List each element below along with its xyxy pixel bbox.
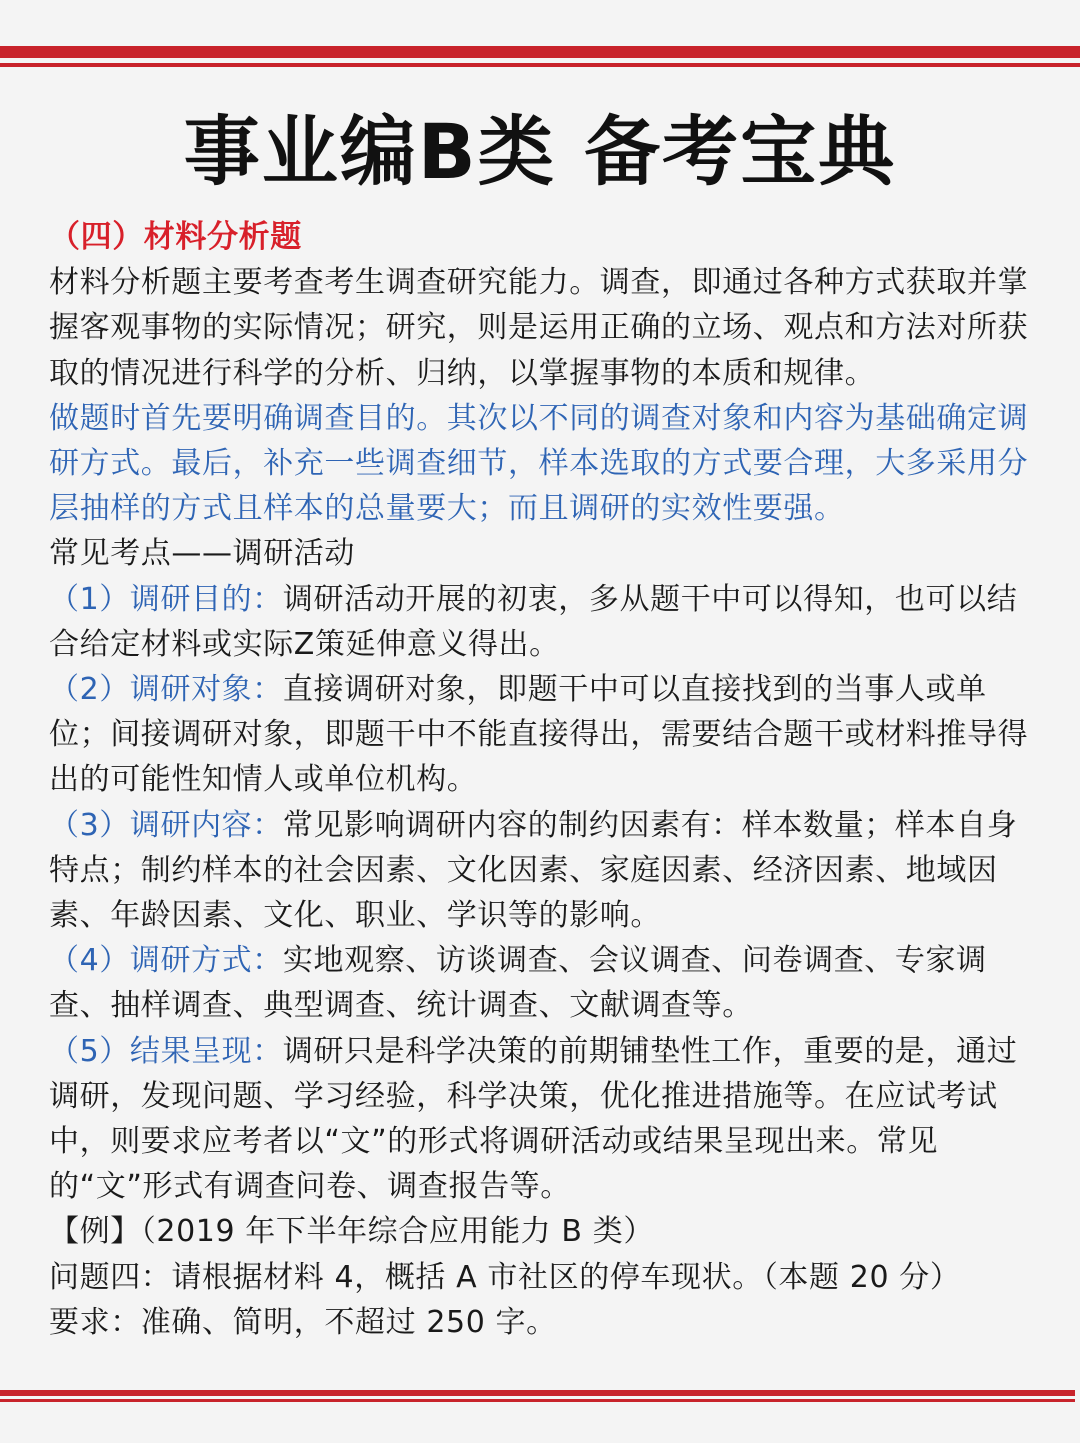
intro-paragraph: 材料分析题主要考查考生调查研究能力。调查，即通过各种方式获取并掌握客观事物的实际情况；研究，则是运用正确的立场、观点和方法对所获取的情况进行科学的分析、归纳，以掌握事物的本质和规律。	[49, 265, 1029, 391]
point-text: 常见影响调研内容的制约因素有：样本数量；样本自身特点；制约样本的社会因素、文化因素、家庭因素、经济因素、地域因素、年龄因素、文化、职业、学识等的影响。	[49, 807, 1018, 934]
question-text: 问题四：请根据材料 4，概括 A 市社区的停车现状。（本题 20 分）	[49, 1259, 961, 1295]
point-text: 实地观察、访谈调查、会议调查、问卷调查、专家调查、抽样调查、典型调查、统计调查、文献调查等。	[49, 943, 987, 1024]
point-item	[49, 803, 1034, 939]
point-label: （4）调研方式：	[49, 943, 283, 979]
point-text: 直接调研对象，即题干中可以直接找到的当事人或单位；间接调研对象，即题干中不能直接得出，需要结合题干或材料推导得出的可能性知情人或单位机构。	[49, 672, 1029, 798]
tip-paragraph: 做题时首先要明确调查目的。其次以不同的调查对象和内容为基础确定调研方式。最后，补充一些调查细节，样本选取的方式要合理，大多采用分层抽样的方式且样本的总量要大；而且调研的实效性要强。	[49, 400, 1029, 527]
common-points-heading: 常见考点——调研活动	[49, 536, 355, 572]
point-label: （3）调研内容：	[49, 807, 283, 843]
bottom-red-rule-thin	[0, 1399, 1075, 1402]
section-heading: （四）材料分析题	[49, 219, 302, 255]
requirement-text: 要求：准确、简明，不超过 250 字。	[49, 1304, 557, 1340]
top-red-rule-thin	[0, 63, 1080, 67]
page-title: 事业编B类 备考宝典	[183, 107, 897, 196]
point-text: 调研活动开展的初衷，多从题干中可以得知，也可以结合给定材料或实际Z策延伸意义得出。	[49, 581, 1018, 662]
point-label: （2）调研对象：	[49, 672, 283, 708]
point-item	[49, 577, 1034, 667]
point-item	[49, 938, 1034, 1028]
point-item	[49, 1029, 1034, 1210]
bottom-red-rule	[0, 1390, 1075, 1396]
point-label: （1）调研目的：	[49, 581, 283, 617]
point-item	[49, 667, 1034, 803]
point-text: 调研只是科学决策的前期铺垫性工作，重要的是，通过调研，发现问题、学习经验，科学决策，优化推进措施等。在应试考试中，则要求应考者以“文”的形式将调研活动或结果呈现出来。常见的“文”形式有调查问卷、调查报告等。	[49, 1033, 1018, 1205]
example-label: 【例】（2019 年下半年综合应用能力 B 类）	[49, 1214, 654, 1250]
top-red-rule	[0, 46, 1080, 58]
point-label: （5）结果呈现：	[49, 1033, 283, 1069]
article-body	[49, 215, 1034, 1345]
